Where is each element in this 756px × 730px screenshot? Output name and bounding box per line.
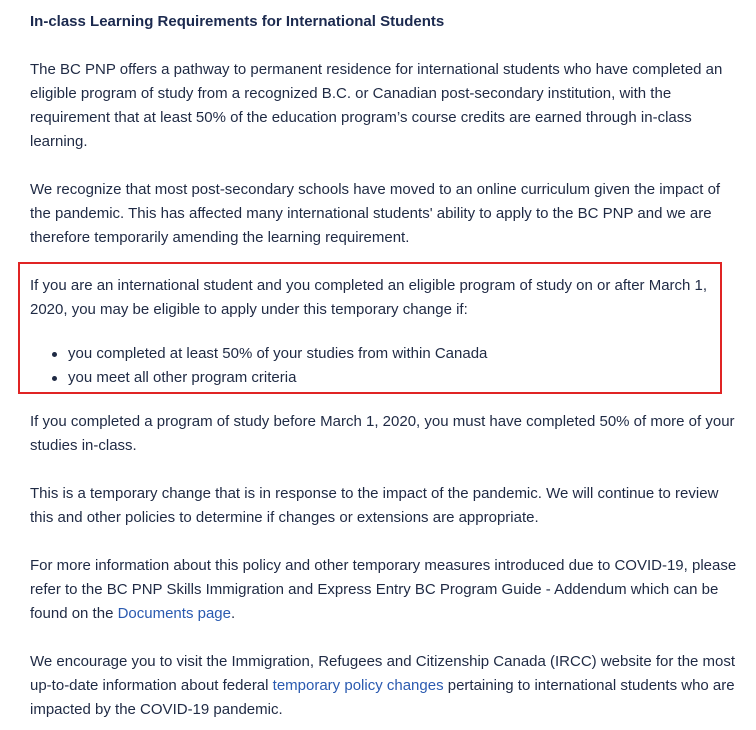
- paragraph-pathway: The BC PNP offers a pathway to permanent residence for international students who have completed an eligible program of study from a recognized B.C. or Canadian post-secondary institution, with the requirement that at least 50% of the education program’s course credits are earned through in-class learning.: [30, 61, 723, 150]
- list-item-text: you meet all other program criteria: [68, 369, 297, 386]
- paragraph-more-info-end: .: [230, 605, 236, 622]
- list-item: [30, 366, 710, 390]
- paragraph-before-date: If you completed a program of study before March 1, 2020, you must have completed 50% of more of your studies in-class.: [30, 413, 735, 454]
- documents-page-link[interactable]: Documents page: [117, 605, 231, 622]
- list-item: [30, 342, 710, 366]
- paragraph-ircc-end: pertaining to international students who are impacted by the COVID-19 pandemic.: [30, 677, 735, 718]
- list-item-text: you completed at least 50% of your studies from within Canada: [68, 345, 488, 362]
- temporary-policy-changes-link[interactable]: temporary policy changes: [272, 677, 444, 694]
- paragraph-more-info: [30, 554, 742, 626]
- paragraph-more-info-text: For more information about this policy and other temporary measures introduced due to COVID-19, please refer to the BC PNP Skills Immigration and Express Entry BC Program Guide - Addendum which can be found on the: [30, 557, 737, 622]
- bullet-icon: [52, 376, 57, 381]
- paragraph-temporary-change: This is a temporary change that is in response to the impact of the pandemic. We will continue to review this and other policies to determine if changes or extensions are appropriate.: [30, 485, 719, 526]
- paragraph-ircc: [30, 650, 742, 722]
- paragraph-ircc-text: We encourage you to visit the Immigration, Refugees and Citizenship Canada (IRCC) website for the most up-to-date information about federal: [30, 653, 736, 694]
- bullet-icon: [52, 352, 57, 357]
- paragraph-eligibility: If you are an international student and you completed an eligible program of study on or after March 1, 2020, you may be eligible to apply under this temporary change if:: [30, 277, 708, 318]
- page-heading: In-class Learning Requirements for International Students: [30, 13, 445, 30]
- eligibility-list: [30, 342, 710, 390]
- paragraph-recognition: We recognize that most post-secondary schools have moved to an online curriculum given the impact of the pandemic. This has affected many international students' ability to apply to the BC PNP and we are therefore temporarily amending the learning requirement.: [30, 181, 721, 246]
